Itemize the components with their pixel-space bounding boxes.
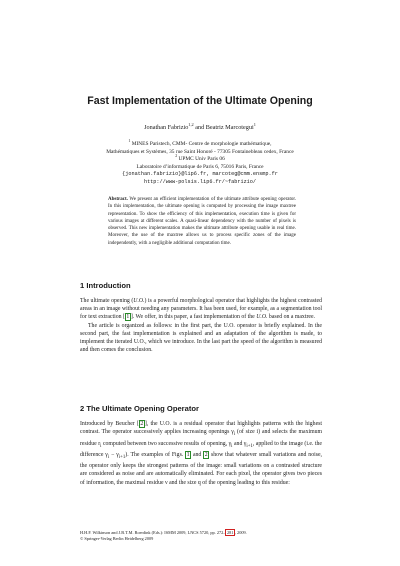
affiliation-line-3: $^2$ UPMC Univ Paris 06: [175, 154, 225, 163]
abstract-label: Abstract.: [108, 197, 128, 202]
abstract-text: We present an efficient implementation of the ultimate attribute opening operator. In this implementation, the ultimate opening is computed by processing the image maxtree representation. To show the efficiency of this implementation, execution time is given for various images at different scales. A quasi-linear dependency with the number of pixels is observed. This new implementation makes the ultimate attribute opening usable in real time. Moreover, the use of the maxtree allows us to process specific zones of the image independently, with a negligible additional computation time.: [108, 197, 296, 246]
copyright-footer: [80, 530, 322, 542]
section-1-body: [80, 297, 322, 354]
section-1-paragraph-1: The ultimate opening (U.O.) is a powerful morphological operator that highlights the highest contrasted areas in an image without needing any parameters. It has been used, for example, as a segmentation tool for text extraction [ 1 ]. We offer, in this paper, a fast implementation of the U.O. based on a maxtree.: [80, 298, 322, 321]
affiliation-line-2: Mathématiques et Systèmes, 35 rue Saint Honoré - 77305 Fontainebleau cedex, France: [106, 148, 294, 155]
citation-link[interactable]: 2: [140, 421, 144, 427]
page-link[interactable]: 281: [226, 530, 234, 535]
section-1-paragraph-2: The article is organized as follows: in the first part, the U.O. operator is briefly explained. In the second part, the fast implementation is explained and an adaptation of the algorithm is made, to implement the iterated U.O., which we introduce. In the last part the speed of the algorithm is measured and then comes the conclusion.: [80, 322, 322, 354]
author-url[interactable]: http://www-polsis.lip6.fr/~fabrizio/: [143, 178, 257, 185]
author-2-sup: 1: [253, 121, 256, 127]
section-1-heading: 1 Introduction: [80, 281, 131, 290]
affiliation-line-4: Laboratoire d’informatique de Paris 6, 75016 Paris, France: [136, 163, 264, 170]
figure-link[interactable]: 2: [204, 451, 208, 458]
section-2-heading: 2 The Ultimate Opening Operator: [80, 404, 199, 413]
section-2-paragraph-1: Introduced by Beucher [ 2 ], the U.O. is a residual operator that highlights patterns with the highest contrast. The operator successively applies increasing openings $\gamma_i$ (of size i) and selects the maximum residue $r_i$ computed between two successive results of opening, $\gamma_i$ and $\gamma_{i+1}$, applied to the image (i.e. the difference $\gamma_i - \gamma_{i+1}$). The examples of Figs. 1 and 2 show that whatever small variations and noise, the operator only keeps the strongest patterns of the image: small variations on a contrasted structure are considered as noise and are automatically eliminated. For each pixel, the operator gives two pieces of information, the maximal residue ν and the size q of the opening leading to this residue:: [80, 421, 323, 486]
footer-citation: H.H.F. Wilkinson and J.B.T.M. Roerdink (Eds.): ISMM 2009, LNCS 5720, pp. 272– 281 , 2009.: [80, 530, 247, 535]
section-2-body: [80, 420, 322, 487]
author-1-sup: 1,2: [188, 121, 194, 127]
author-and: and Beatriz Marcotegui: [195, 124, 254, 131]
citation-link[interactable]: 1: [126, 314, 130, 321]
abstract: [108, 196, 296, 247]
author-emails: {jonathan.fabrizio}@lip6.fr, marcoteg@cmm.ensmp.fr: [122, 171, 278, 178]
paper-title: Fast Implementation of the Ultimate Opening: [87, 95, 313, 107]
affiliation-line-1: $^1$ MINES Paristech, CMM- Centre de morphologie mathématique,: [128, 139, 272, 147]
author-line: [40, 121, 360, 131]
footer-copyright: © Springer-Verlag Berlin Heidelberg 2009: [80, 536, 154, 541]
figure-link[interactable]: 1: [186, 451, 190, 458]
affiliations: [40, 141, 360, 187]
author-1: Jonathan Fabrizio: [144, 124, 189, 131]
